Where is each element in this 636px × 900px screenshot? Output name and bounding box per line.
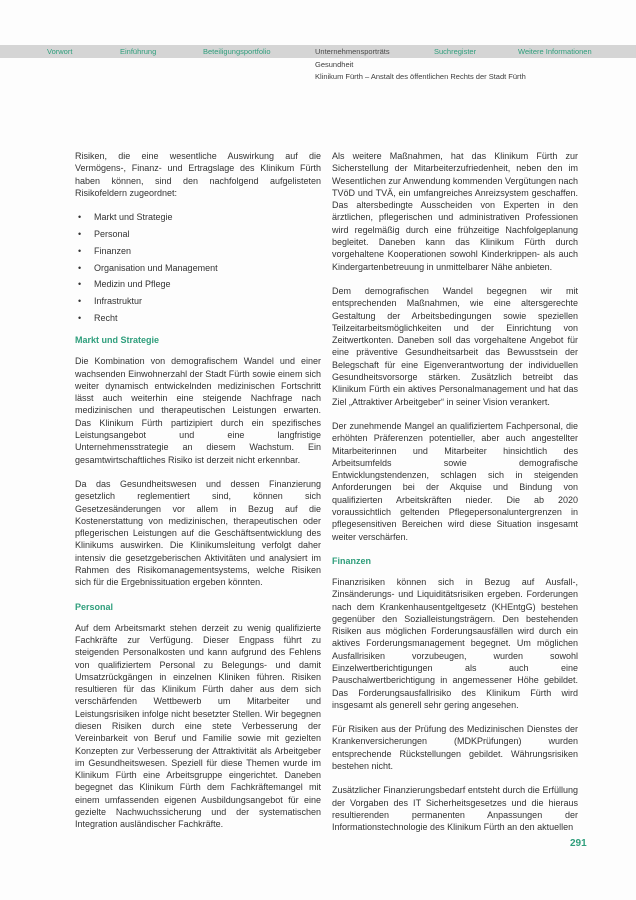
nav-item-unternehmensportraets[interactable]: Unternehmensporträts (315, 47, 390, 56)
page-number: 291 (570, 838, 587, 849)
list-item: • Infrastruktur (75, 295, 321, 307)
breadcrumb (315, 59, 526, 83)
body-paragraph: Für Risiken aus der Prüfung des Medizinischen Dienstes der Krankenversicherungen (MDKPrüfungen) wurden entsprechende Rückstellungen gebildet. Währungsrisiken bestehen nicht. (332, 724, 578, 772)
nav-item-suchregister[interactable]: Suchregister (434, 47, 477, 56)
body-paragraph: Da das Gesundheitswesen und dessen Finanzierung gesetzlich reglementiert sind, können sich Gesetzesänderungen vor allem in Bezug auf die Kostenerstattung von medizinischen, therapeutischen oder pflegerischen Leistungen auf die Geschäftsentwicklung des Klinikums auswirken. Die Klinikumsleitung verfolgt daher intensiv die gesetzgeberischen Aktivitäten und analysiert im Rahmen des Risikomanagementsystems, welche Risiken sich für die Ergebnissituation ergeben könnten. (75, 478, 321, 588)
top-navigation (0, 45, 636, 58)
list-item: • Medizin und Pflege (75, 278, 321, 290)
breadcrumb-title: Klinikum Fürth – Anstalt des öffentlichen Rechts der Stadt Fürth (315, 72, 526, 81)
body-paragraph: Dem demografischen Wandel begegnen wir mit entsprechenden Maßnahmen, wie eine altersgerechte Gestaltung der Arbeitsbedingungen sowie speziellen Teilzeitarbeitsmöglichkeiten und der Einrichtung von Zeitwertkonten. Daneben soll das vorgehaltene Angebot für eine präventive Gesundheitsarbeit das Bewusstsein der Belegschaft für eine Eigenverantwortung der individuellen Gesundheitsvorsorge stärken. Zusätzlich betreibt das Klinikum Fürth ein aktives Personalmanagement und hat das Ziel „Attraktiver Arbeitgeber“ in seiner Vision verankert. (332, 285, 578, 407)
section-heading-finanzen: Finanzen (332, 555, 372, 566)
breadcrumb-category: Gesundheit (315, 60, 354, 69)
list-item: • Recht (75, 312, 321, 324)
list-item: • Organisation und Management (75, 262, 321, 274)
section-heading-personal: Personal (75, 601, 114, 612)
body-paragraph: Finanzrisiken können sich in Bezug auf Ausfall-, Zinsänderungs- und Liquiditätsrisiken ergeben. Forderungen nach dem Krankenhausentgeltgesetz (KHEntgG) bestehen gegenüber den Sozialleistungsträgern. Den bestehenden Risiken aus möglichen Forderungsausfällen wird durch ein aktives Forderungsmanagement begegnet. Um möglichen Ausfallrisiken vorzubeugen, wurden sowohl Einzelwertberichtigungen als auch eine Pauschalwertberichtigung in angemessener Höhe gebildet. Das Forderungsausfallrisiko des Klinikum Fürth wird insgesamt als generell sehr gering angesehen. (332, 576, 578, 710)
risk-field-list (75, 211, 321, 324)
list-item: • Finanzen (75, 245, 321, 257)
body-paragraph: Auf dem Arbeitsmarkt stehen derzeit zu wenig qualifizierte Fachkräfte zur Verfügung. Dieser Engpass führt zu steigenden Personalkosten und kann aufgrund des Fehlens von qualifiziertem Personal zu Belegungs- und damit Umsatzrückgängen in einzelnen Kliniken führen. Risiken resultieren für das Klinikum Fürth daher aus dem sich verschärfenden Wettbewerb um Mitarbeiter und Leistungsrisiken infolge nicht besetzter Stellen. Wir begegnen diesen Risiken durch eine stete Verbesserung der Vereinbarkeit von Beruf und Familie sowie mit gezielten Konzepten zur Verbesserung der Attraktivität als Arbeitgeber im Gesundheitswesen. Speziell für diese Themen wurde im Klinikum Fürth eine Arbeitsgruppe eingerichtet. Daneben begegnet das Klinikum Fürth dem Fachkräftemangel mit einem umfassenden eigenen Ausbildungsangebot für eine gezielte Nachwuchssicherung und der systematischen Integration ausländischer Fachkräfte. (75, 622, 321, 830)
body-paragraph: Der zunehmende Mangel an qualifiziertem Fachpersonal, die erhöhten Präferenzen potentieller, aber auch angestellter Mitarbeiterinnen und Mitarbeiter hinsichtlich des Arbeitsumfelds sowie demografische Entwicklungstendenzen, schlagen sich in steigenden Anforderungen bei der Akquise und Bindung von qualifizierten Arbeitskräften nieder. Die ab 2020 voraussichtlich geltenden Pflegepersonaluntergrenzen in pflegesensitiven Bereichen wird diese Situation insgesamt weiter verschärfen. (332, 420, 578, 542)
nav-item-vorwort[interactable]: Vorwort (47, 47, 73, 56)
nav-item-einfuehrung[interactable]: Einführung (120, 47, 157, 56)
section-heading-markt-und-strategie: Markt und Strategie (75, 335, 160, 346)
body-paragraph: Als weitere Maßnahmen, hat das Klinikum Fürth zur Sicherstellung der Mitarbeiterzufriedenheit, neben den im Wesentlichen zur Anwendung kommenden Vergütungen nach TVöD und TVÄ, ein umfangreiches Anreizsystem geschaffen. Das altersbedingte Ausscheiden von Experten in den ärztlichen, pflegerischen und administrativen Professionen wird regelmäßig durch eine frühzeitige Nachfolgeplanung begleitet. Daneben kann das Klinikum Fürth durch vorgehaltene Kooperationen sowohl Kinderkrippen- als auch Kindergartenbetreuung in unmittelbarer Nähe anbieten. (332, 151, 579, 272)
nav-item-weitere-informationen[interactable]: Weitere Informationen (518, 47, 592, 56)
list-item: • Markt und Strategie (75, 211, 321, 223)
body-paragraph: Die Kombination von demografischem Wandel und einer wachsenden Einwohnerzahl der Stadt Fürth sowie einem sich weiter dynamisch entwickelnden medizinischen Fortschritt lässt auch weiterhin eine steigende Nachfrage nach medizinischen und therapeutischen Leistungen erwarten. Das Klinikum Fürth partizipiert durch ein spezifisches Leistungsangebot und eine langfristige Unternehmensstrategie an diesem Wachstum. Ein gesamtwirtschaftliches Risiko ist derzeit nicht erkennbar. (75, 356, 321, 465)
body-paragraph: Zusätzlicher Finanzierungsbedarf entsteht durch die Erfüllung der Vorgaben des IT Sicherheitsgesetzes und die hieraus resultierenden permanenten Anpassungen der Informationstechnologie des Klinikum Fürth an den aktuellen (332, 785, 578, 833)
right-column (332, 150, 578, 846)
list-item: • Personal (75, 228, 321, 240)
intro-paragraph: Risiken, die eine wesentliche Auswirkung auf die Vermögens-, Finanz- und Ertragslage des Klinikum Fürth haben können, sind den nachfolgend aufgelisteten Risikofeldern zugeordnet: (75, 151, 321, 198)
nav-item-beteiligungsportfolio[interactable]: Beteiligungsportfolio (203, 47, 271, 56)
left-column (75, 150, 321, 843)
